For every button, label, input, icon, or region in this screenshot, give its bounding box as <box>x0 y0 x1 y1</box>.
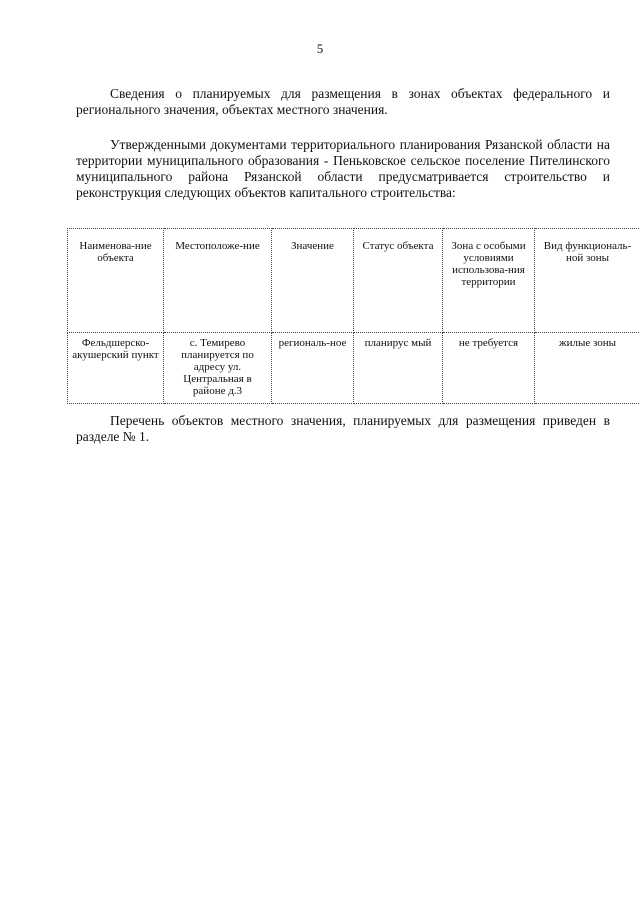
page-number: 5 <box>316 41 324 56</box>
cell-status: планирус мый <box>354 333 443 404</box>
header-special-zone: Зона с особыми условиями использова-ния территории <box>443 229 535 333</box>
table-header <box>68 229 640 333</box>
header-significance: Значение <box>272 229 354 333</box>
cell-significance: региональ-ное <box>272 333 354 404</box>
header-location: Местоположе-ние <box>164 229 272 333</box>
table-header-row <box>68 229 640 333</box>
header-functional-zone: Вид функциональ-ной зоны <box>535 229 640 333</box>
cell-object-name: Фельдшерско-акушерский пункт <box>68 333 164 404</box>
closing-paragraph: Перечень объектов местного значения, планируемых для размещения приведен в разделе № 1. <box>76 413 610 444</box>
planned-objects-table <box>67 228 640 404</box>
cell-functional-zone: жилые зоны <box>535 333 640 404</box>
cell-location: с. Темирево планируется по адресу ул. Центральная в районе д.3 <box>164 333 272 404</box>
header-status: Статус объекта <box>354 229 443 333</box>
intro-paragraph: Утвержденными документами территориального планирования Рязанской области на территории муниципального образования - Пеньковское сельское поселение Пителинского муниципального района Рязанской области предусматривается строительство и реконструкция следующих объектов капитального строительства: <box>76 137 610 200</box>
section-heading-paragraph: Сведения о планируемых для размещения в зонах объектах федерального и регионального значения, объектах местного значения. <box>76 86 610 117</box>
table-row <box>68 333 640 404</box>
table-body <box>68 333 640 404</box>
header-object-name: Наименова-ние объекта <box>68 229 164 333</box>
cell-special-zone: не требуется <box>443 333 535 404</box>
